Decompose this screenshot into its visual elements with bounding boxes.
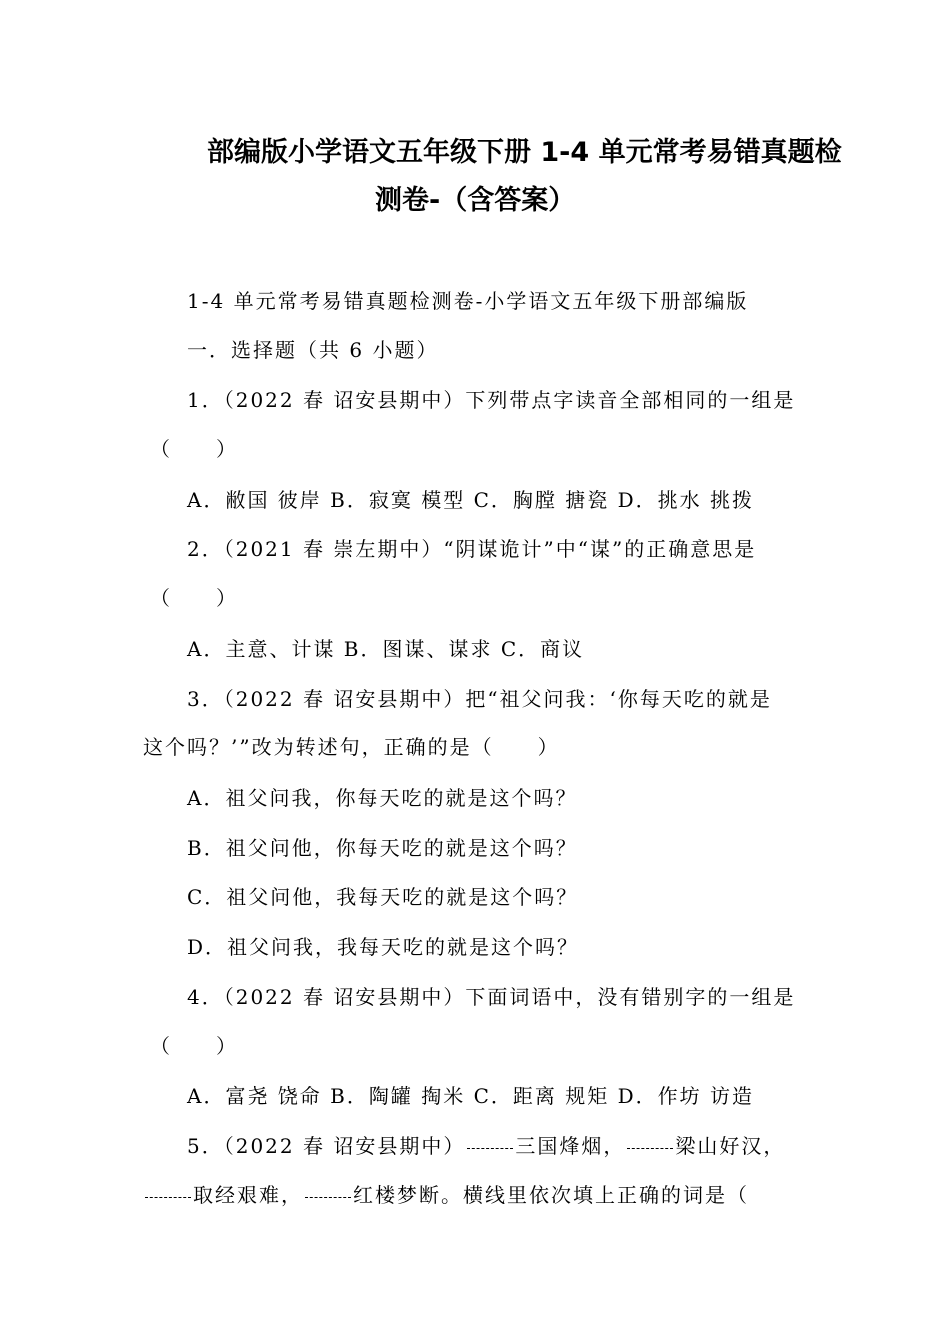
question-4-stem: 4．（2022 春 诏安县期中）下面词语中，没有错别字的一组是	[187, 985, 796, 1009]
question-5-stem	[187, 1136, 785, 1156]
question-2-options: A．主意、计谋 B．图谋、谋求 C．商议	[187, 637, 585, 661]
fill-blank-2	[627, 1147, 673, 1149]
question-5-stem-prefix: 5．（2022 春 诏安县期中）	[187, 1134, 466, 1158]
question-3-option-d: D．祖父问我，我每天吃的就是这个吗？	[187, 935, 580, 959]
question-3-option-a: A．祖父问我，你每天吃的就是这个吗？	[187, 786, 578, 810]
document-title-line-2: 测卷-（含答案）	[375, 185, 576, 216]
fill-blank-3	[145, 1196, 191, 1198]
question-3-option-c: C．祖父问他，我每天吃的就是这个吗？	[187, 885, 579, 909]
question-5-stem-part-e: 红楼梦断。横线里依次填上正确的词是（	[353, 1183, 749, 1207]
document-title-line-1: 部编版小学语文五年级下册 1-4 单元常考易错真题检	[207, 137, 842, 168]
fill-blank-1	[467, 1147, 513, 1149]
question-3-option-b: B．祖父问他，你每天吃的就是这个吗？	[187, 836, 578, 860]
question-4-options: A．富尧 饶命 B．陶罐 掏米 C．距离 规矩 D．作坊 访造	[187, 1084, 754, 1108]
question-3-stem-cont: 这个吗？’”改为转述句，正确的是（ ）	[143, 735, 560, 759]
question-4-blank: （ ）	[150, 1034, 238, 1058]
question-3-stem: 3．（2022 春 诏安县期中）把“祖父问我：‘你每天吃的就是	[187, 687, 772, 711]
fill-blank-4	[305, 1196, 351, 1198]
question-5-stem-part-b: 三国烽烟，	[515, 1134, 626, 1158]
section-heading: 一．选择题（共 6 小题）	[187, 338, 439, 362]
question-1-blank: （ ）	[150, 437, 238, 461]
question-5-stem-cont	[143, 1185, 749, 1205]
question-2-blank: （ ）	[150, 586, 238, 610]
question-1-options: A．敝国 彼岸 B．寂寞 模型 C．胸膛 搪瓷 D．挑水 挑拨	[187, 488, 754, 512]
question-2-stem: 2．（2021 春 崇左期中）“阴谋诡计”中“谋”的正确意思是	[187, 537, 757, 561]
question-5-stem-part-c: 梁山好汉，	[675, 1134, 786, 1158]
question-5-stem-part-d: 取经艰难，	[193, 1183, 303, 1207]
question-1-stem: 1．（2022 春 诏安县期中）下列带点字读音全部相同的一组是	[187, 388, 796, 412]
document-subtitle: 1-4 单元常考易错真题检测卷-小学语文五年级下册部编版	[187, 289, 749, 313]
